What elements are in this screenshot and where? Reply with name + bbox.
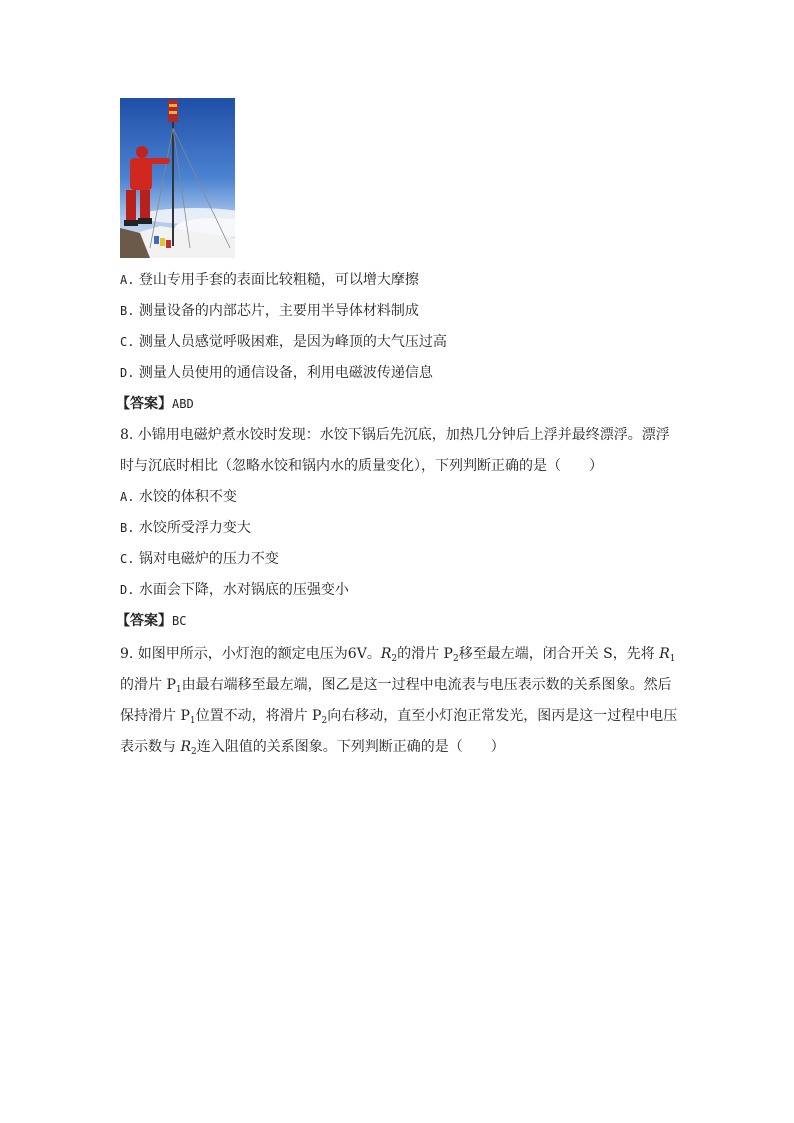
q9-stem-line-4 <box>120 737 505 762</box>
resistor-r1-symbol: R <box>659 646 670 662</box>
option-text: 登山专用手套的表面比较粗糙，可以增大摩擦 <box>138 272 419 288</box>
subscript: 2 <box>321 716 328 726</box>
option-letter: C. <box>120 335 135 349</box>
answer-value: BC <box>172 614 187 628</box>
option-text: 水饺所受浮力变大 <box>138 520 251 536</box>
subscript: 2 <box>391 654 398 664</box>
q7-answer <box>116 394 194 414</box>
q9-stem-line-1 <box>120 644 676 669</box>
resistor-r2-symbol: R <box>380 646 392 662</box>
q9-text: 位置不动，将滑片 P <box>195 708 322 724</box>
subscript: 1 <box>189 716 196 726</box>
q9-stem-line-2 <box>120 675 672 700</box>
subscript: 1 <box>669 654 676 664</box>
q8-stem-line-1: 8. 小锦用电磁炉煮水饺时发现：水饺下锅后先沉底，加热几分钟后上浮并最终漂浮。漂浮 <box>120 427 670 443</box>
option-letter: B. <box>120 521 135 535</box>
option-text: 水面会下降，水对锅底的压强变小 <box>138 582 349 598</box>
q9-text: 由最右端移至最左端，图乙是这一过程中电流表与电压表示数的关系图象。然后 <box>181 677 672 693</box>
option-letter: C. <box>120 552 135 566</box>
q8-option-a <box>120 487 237 507</box>
answer-label: 【答案】 <box>116 613 172 629</box>
option-text: 锅对电磁炉的压力不变 <box>138 551 279 567</box>
option-text: 测量人员感觉呼吸困难，是因为峰顶的大气压过高 <box>138 334 447 350</box>
q8-answer <box>116 611 186 631</box>
q9-text: 保持滑片 P <box>120 708 190 724</box>
option-text: 测量人员使用的通信设备，利用电磁波传递信息 <box>138 365 433 381</box>
q9-stem-line-3 <box>120 706 677 731</box>
option-text: 水饺的体积不变 <box>138 489 237 505</box>
option-letter: A. <box>120 490 135 504</box>
q9-text: 移至最左端，闭合开关 S，先将 <box>458 646 655 662</box>
q8-option-c <box>120 549 279 569</box>
q9-text: 9. 如图甲所示，小灯泡的额定电压为6V。 <box>120 646 381 662</box>
q9-text: 表示数与 <box>120 739 176 755</box>
subscript: 2 <box>191 747 197 757</box>
summit-photo-illustration <box>120 98 235 258</box>
q9-text: 连入阻值的关系图象。下列判断正确的是（ ） <box>196 739 505 755</box>
q7-option-c <box>120 332 447 352</box>
resistor-r2-symbol: R <box>180 739 191 755</box>
summit-survey-photo <box>120 98 235 258</box>
answer-value: ABD <box>172 397 194 411</box>
q8-option-d <box>120 580 349 600</box>
option-letter: D. <box>120 366 135 380</box>
subscript: 1 <box>175 685 182 695</box>
q8-stem-line-2: 时与沉底时相比（忽略水饺和锅内水的质量变化），下列判断正确的是（ ） <box>120 458 603 474</box>
q8-option-b <box>120 518 251 538</box>
q9-text: 的滑片 P <box>120 677 176 693</box>
subscript: 2 <box>452 654 459 664</box>
answer-label: 【答案】 <box>116 396 172 412</box>
q7-option-a <box>120 270 419 290</box>
q7-option-b <box>120 301 419 321</box>
q9-text: 的滑片 P <box>397 646 453 662</box>
option-letter: B. <box>120 304 135 318</box>
q7-option-d <box>120 363 433 383</box>
option-text: 测量设备的内部芯片，主要用半导体材料制成 <box>138 303 419 319</box>
q9-text: 向右移动，直至小灯泡正常发光，图丙是这一过程中电压 <box>327 708 678 724</box>
option-letter: D. <box>120 583 135 597</box>
option-letter: A. <box>120 273 135 287</box>
